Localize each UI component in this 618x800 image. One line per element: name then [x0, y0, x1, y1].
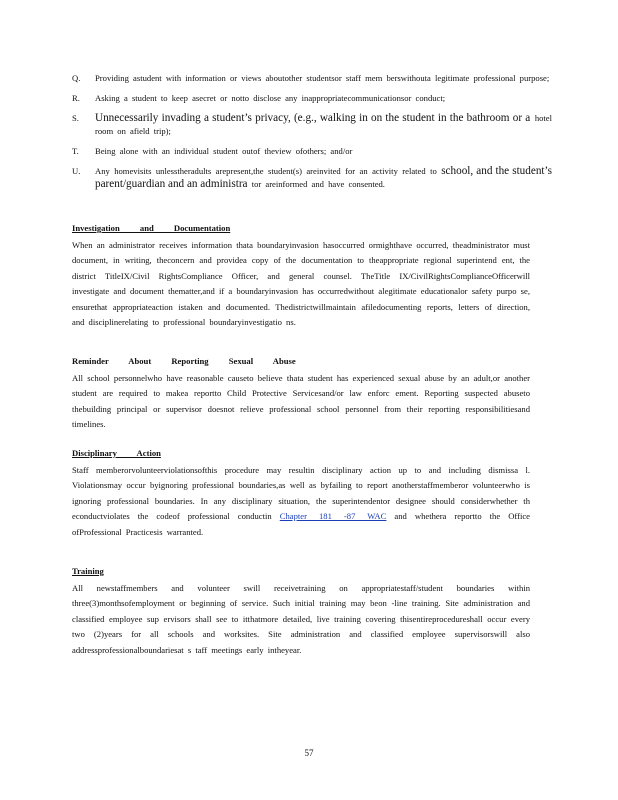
list-text-rest: tor areinformed and have consented.: [251, 179, 385, 189]
training-body: All newstaffmembers and volunteer swill receivetraining on appropriatestaff/student boundaries within three(3)monthsofemployment or beginning of service. Such initial training may beon -line training. Site administration and classified employee sup ervisors shall see to itthatmore detailed, live training covering thisentireprocedureshall occur every two (2)years for all schools and worksites. Site administration and classified employee supervisorswill also addressprofessionalboundariesat s taff meetings early intheyear.: [72, 583, 530, 655]
list-text-large: school, and the student’s parent/guardian and an administra: [95, 165, 552, 190]
list-text-rest: hotel room on afield trip);: [95, 113, 552, 136]
disciplinary-text-before: Staff memberorvolunteerviolationsofthis procedure may resultin disciplinary action up to and including dismissa l. Violationsmay occur byignoring professional boundaries,as well as byfailing to report anotherstaffmemberor volunteerwho is ignoring professional boundaries. In any disciplinary situation, the superintendentor designee should considerwhether th econductviolates the codeof professional conductin: [72, 465, 530, 522]
list-letter: U.: [72, 166, 81, 176]
list-item: [72, 112, 552, 138]
list-letter: T.: [72, 146, 79, 156]
disciplinary-heading: Disciplinary Action: [72, 448, 161, 458]
list-text: [95, 112, 552, 138]
list-item: [72, 92, 552, 105]
investigation-section: [72, 222, 530, 330]
wac-chapter-link[interactable]: Chapter 181 -87 WAC: [279, 511, 387, 522]
training-heading: Training: [72, 566, 104, 576]
list-letter: S.: [72, 113, 79, 123]
disciplinary-text-after: and whethera reportto the Office ofProfessional Practicesis warranted.: [72, 511, 530, 537]
conduct-list: [72, 72, 552, 198]
list-item: [72, 145, 552, 158]
list-text-large: Unnecessarily invading a student’s privacy, (e.g., walking in on the student in the bathroom or a: [95, 112, 531, 124]
list-item: [72, 72, 552, 85]
reminder-body: All school personnelwho have reasonable causeto believe thata student has experienced sexual abuse by an adult,or another student are required to makea reportto Child Protective Servicesand/or law enforc ement. Reporting suspected abuseto thebuilding principal or supervisor doesnot relieve professional school personnel from their reporting responsibilitiesand timelines.: [72, 373, 530, 430]
list-text: Providing astudent with information or views aboutother studentsor staff mem berswithouta legitimate professional purpose;: [95, 73, 550, 83]
list-item: [72, 165, 552, 191]
reminder-section: [72, 355, 530, 433]
list-letter: Q.: [72, 73, 81, 83]
investigation-heading: Investigation and Documentation: [72, 223, 231, 233]
disciplinary-section: [72, 447, 530, 540]
investigation-body: When an administrator receives information thata boundaryinvasion hasoccurred ormighthave occurred, theadministrator must document, in writing, theconcern and providea copy of the documentation to theappropriate regional superintend ent, the district TitleIX/Civil RightsCompliance Officer, and general counsel. TheTitle IX/CivilRightsComplianceOfficerwill investigate and document thematter,and if a boundaryinvasion has occurredwithout alegitimate educationalor safety purpo se, ensurethat appropriateaction istaken and documented. Thedistrictwillmaintain afiledocumenting reports, letters of direction, and disciplinerelating to professional boundaryinvestigatio ns.: [72, 240, 530, 328]
list-letter: R.: [72, 93, 80, 103]
disciplinary-body: [72, 463, 530, 540]
list-text: [95, 165, 552, 191]
training-section: [72, 565, 530, 658]
list-text: Asking a student to keep asecret or notto disclose any inappropriatecommunicationsor conduct;: [95, 93, 446, 103]
page-number: 57: [304, 748, 314, 758]
list-text-first: Any homevisits unlesstheradults arepresent,the student(s) areinvited for an activity related to: [95, 166, 437, 176]
reminder-heading: Reminder About Reporting Sexual Abuse: [72, 356, 296, 366]
list-text: Being alone with an individual student outof theview ofothers; and/or: [95, 146, 353, 156]
